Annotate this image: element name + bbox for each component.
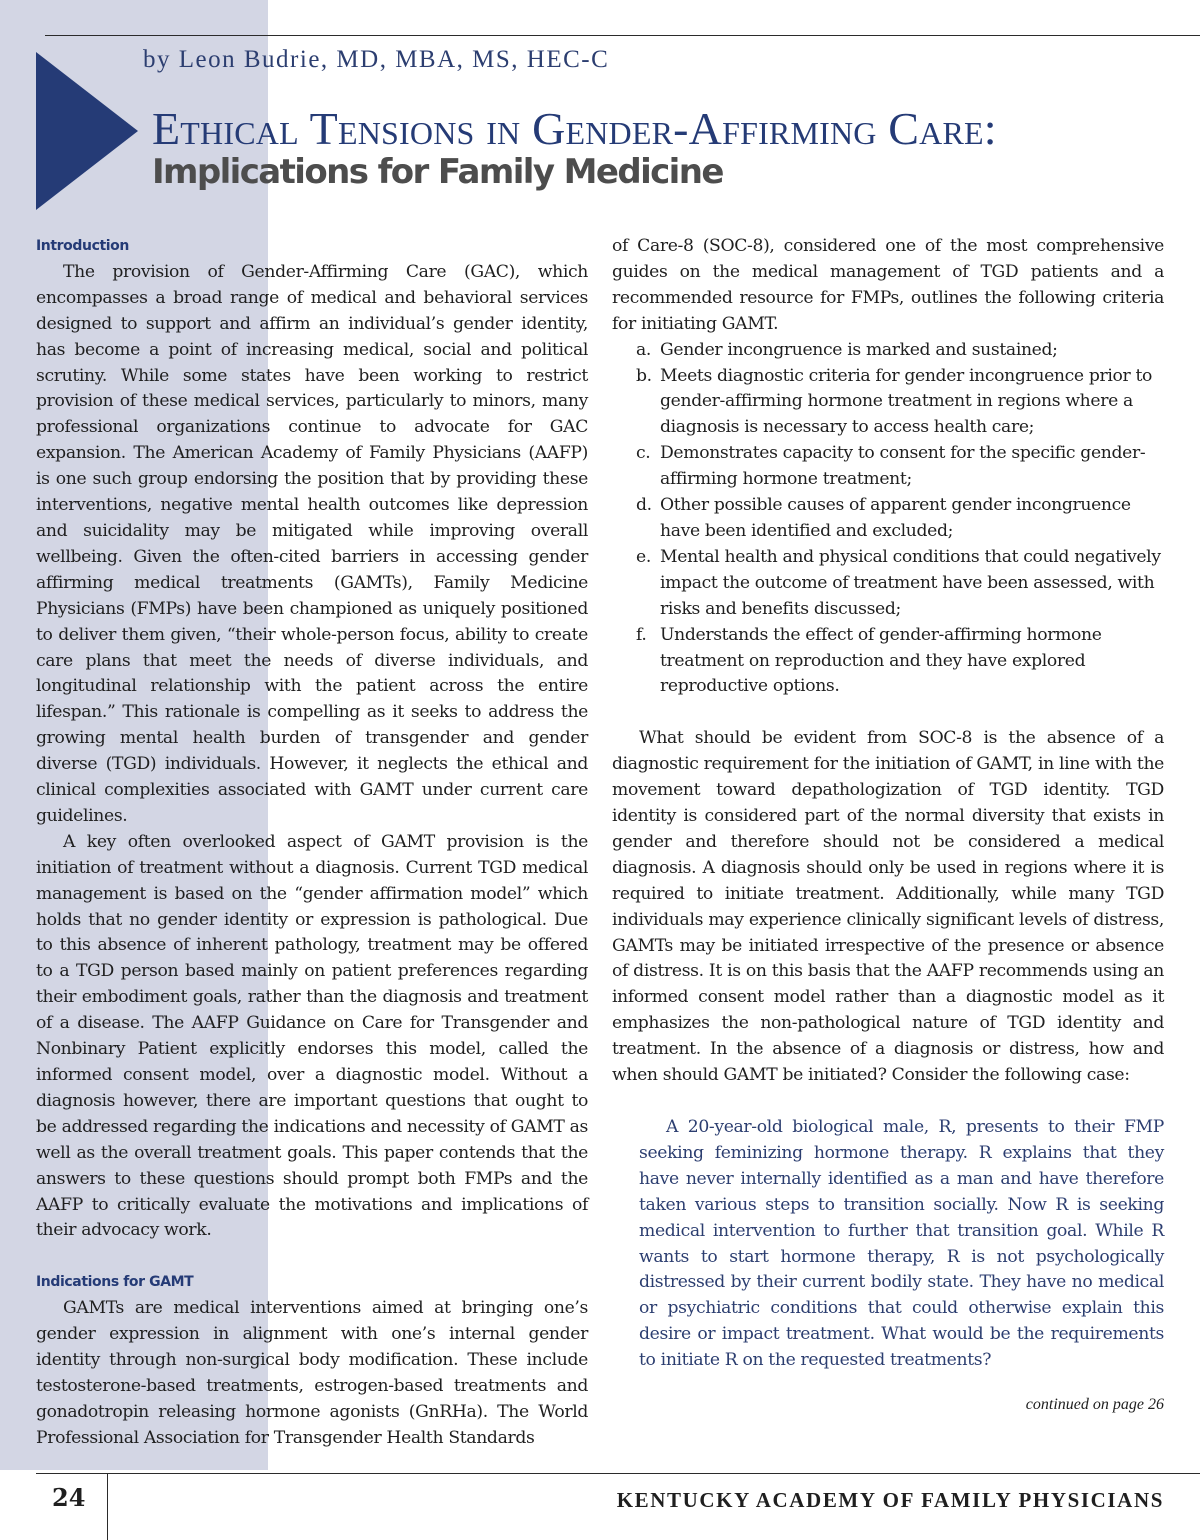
paragraph: GAMTs are medical interventions aimed at bringing one’s gender expression in alignment with one’s internal gender identity through non-surgical body modification. These include testosterone-based treatments, estrogen-based treatments and gonadotropin releasing hormone agonists (GnRHa). The World Professional Association for Transgender Health Standards (36, 1298, 588, 1448)
list-item: c. Demonstrates capacity to consent for the specific gender-affirming hormone treatment; (636, 443, 1146, 490)
case-study-block (639, 1115, 1164, 1374)
left-column (36, 234, 588, 1452)
article-title: Ethical Tensions in Gender-Affirming Care: (152, 103, 997, 154)
page-number: 24 (52, 1483, 86, 1512)
paragraph: The provision of Gender-Affirming Care (GAC), which encompasses a broad range of medical and behavioral services designed to support and affirm an individual’s gender identity, has become a point of increasing medical, social and political scrutiny. While some states have been working to restrict provision of these medical services, particularly to minors, many professional organizations continue to advocate for GAC expansion. The American Academy of Family Physicians (AAFP) is one such group endorsing the position that by providing these interventions, negative mental health outcomes like depression and suicidality may be mitigated while improving overall wellbeing. Given the often-cited barriers in accessing gender affirming medical treatments (GAMTs), Family Medicine Physicians (FMPs) have been championed as uniquely positioned to deliver them given, “their whole-person focus, ability to create care plans that meet the needs of diverse individuals, and longitudinal relationship with the patient across the entire lifespan.” This rationale is compelling as it seeks to address the growing mental health burden of transgender and gender diverse (TGD) individuals. However, it neglects the ethical and clinical complexities associated with GAMT under current care guidelines. (36, 261, 588, 826)
list-item: e. Mental health and physical conditions that could negatively impact the outcome of treatment have been assessed, with risks and benefits discussed; (636, 546, 1161, 619)
paragraph: of Care-8 (SOC-8), considered one of the most comprehensive guides on the medical management of TGD patients and a recommended resource for FMPs, outlines the following criteria for initiating GAMT. (612, 236, 1164, 334)
section-heading-indications: Indications for GAMT (36, 1274, 194, 1291)
triangle-arrow-icon (36, 52, 138, 210)
author-byline: by Leon Budrie, MD, MBA, MS, HEC-C (143, 46, 610, 73)
top-rule (45, 35, 1200, 36)
footer-rule (36, 1473, 1200, 1474)
journal-name: KENTUCKY ACADEMY OF FAMILY PHYSICIANS (616, 1488, 1164, 1512)
list-item: f. Understands the effect of gender-affirming hormone treatment on reproduction and they have explored reproductive options. (636, 624, 1102, 697)
article-subtitle: Implications for Family Medicine (152, 152, 723, 192)
right-column (612, 234, 1164, 1374)
paragraph: What should be evident from SOC-8 is the absence of a diagnostic requirement for the initiation of GAMT, in line with the movement toward depathologization of TGD identity. TGD identity is considered part of the normal diversity that exists in gender and therefore should not be considered a medical diagnosis. A diagnosis should only be used in regions where it is required to initiate treatment. Additionally, while many TGD individuals may experience clinically significant levels of distress, GAMTs may be initiated irrespective of the presence or absence of distress. It is on this basis that the AAFP recommends using an informed consent model rather than a diagnostic model as it emphasizes the non-pathological nature of TGD identity and treatment. In the absence of a diagnosis or distress, how and when should GAMT be initiated? Consider the following case: (612, 728, 1164, 1086)
continued-note: continued on page 26 (1025, 1396, 1164, 1413)
list-item: d. Other possible causes of apparent gender incongruence have been identified and excluded; (636, 495, 1131, 541)
criteria-list (612, 338, 1164, 701)
paragraph: A key often overlooked aspect of GAMT provision is the initiation of treatment without a diagnosis. Current TGD medical management is based on the “gender affirmation model” which holds that no gender identity or expression is pathological. Due to this absence of inherent pathology, treatment may be offered to a TGD person based mainly on patient preferences regarding their embodiment goals, rather than the diagnosis and treatment of a disease. The AAFP Guidance on Care for Transgender and Nonbinary Patient explicitly endorses this model, called the informed consent model, over a diagnostic model. Without a diagnosis however, there are important questions that ought to be addressed regarding the indications and necessity of GAMT as well as the overall treatment goals. This paper contends that the answers to these questions should prompt both FMPs and the AAFP to critically evaluate the motivations and implications of their advocacy work. (36, 831, 588, 1241)
case-paragraph: A 20-year-old biological male, R, presents to their FMP seeking feminizing hormone therapy. R explains that they have never internally identified as a man and have therefore taken various steps to transition socially. Now R is seeking medical intervention to further that transition goal. While R wants to start hormone therapy, R is not psychologically distressed by their current bodily state. They have no medical or psychiatric conditions that could otherwise explain this desire or impact treatment. What would be the requirements to initiate R on the requested treatments? (639, 1117, 1164, 1371)
section-heading-introduction: Introduction (36, 238, 129, 254)
footer-divider (107, 1473, 108, 1540)
list-item: b. Meets diagnostic criteria for gender incongruence prior to gender-affirming hormone treatment in regions where a diagnosis is necessary to access health care; (636, 365, 1153, 438)
list-item: a. Gender incongruence is marked and sustained; (636, 339, 1058, 360)
